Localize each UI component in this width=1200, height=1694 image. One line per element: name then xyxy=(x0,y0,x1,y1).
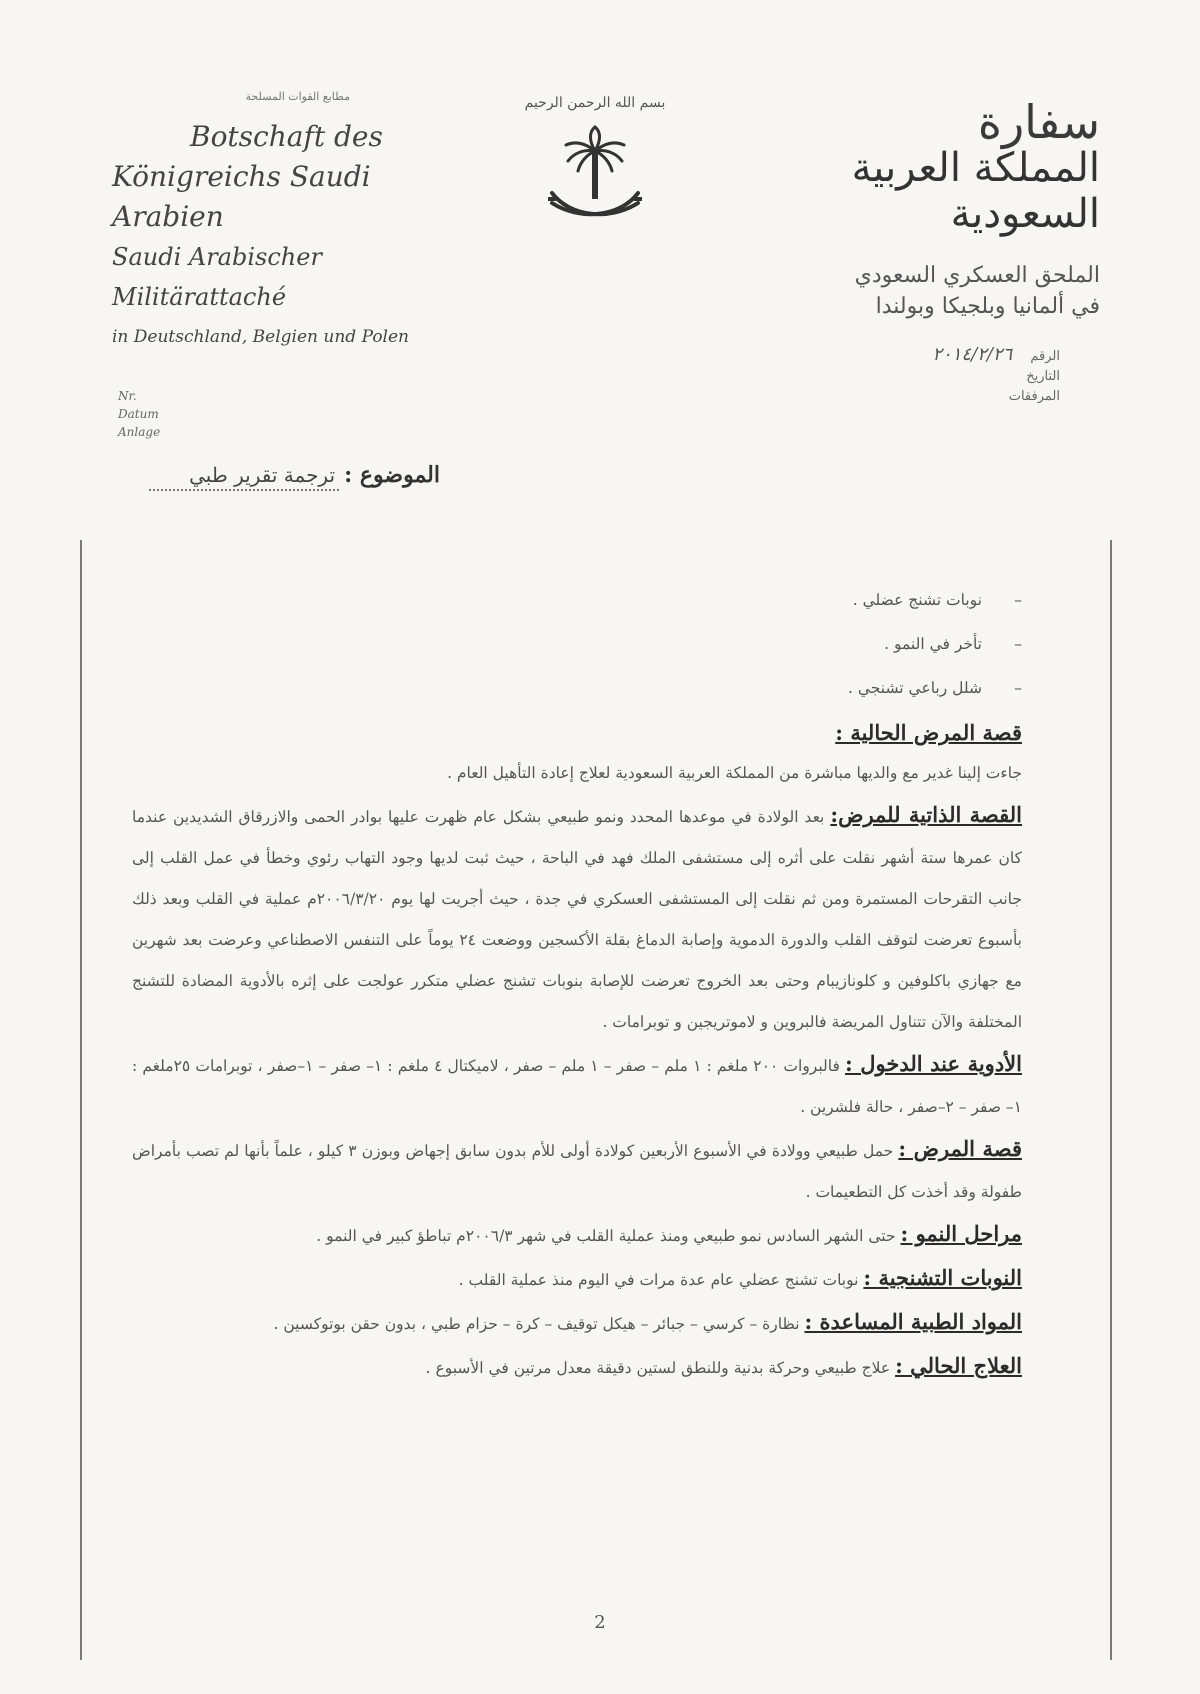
section-heading: مراحل النمو : xyxy=(900,1221,1022,1246)
attache-title: الملحق العسكري السعودي xyxy=(854,263,1100,288)
ref-attachments-label: المرفقات xyxy=(1008,389,1060,404)
printer-note: مطابع القوات المسلحة xyxy=(245,90,350,103)
section-seizures xyxy=(132,1257,1022,1301)
german-line-3: Saudi Arabischer Militärattaché xyxy=(112,243,322,311)
palm-swords-emblem-icon xyxy=(510,121,680,235)
section-current-story xyxy=(132,712,1022,794)
section-text: حمل طبيعي وولادة في الأسبوع الأربعين كولادة أولى للأم بدون سابق إجهاض وبوزن ٣ كيلو ، علماً بأنها لم تصب بأمراض طفولة وقد أخذت كل التطعيمات . xyxy=(132,1142,1022,1201)
german-line-4: in Deutschland, Belgien und Polen xyxy=(112,327,410,347)
left-label-date: Datum xyxy=(118,407,159,421)
section-text: فالبروات ٢٠٠ ملغم : ١ ملم – صفر – ١ ملم – صفر ، لاميكتال ٤ ملغم : ١– صفر – ١–صفر ، توبرامات ٢٥ملغم : ١– صفر – ٢–صفر ، حالة فلشرين . xyxy=(132,1057,1022,1116)
page-number: 2 xyxy=(594,1612,606,1633)
embassy-title: سفارة xyxy=(977,95,1100,149)
section-text: جاءت إلينا غدير مع والديها مباشرة من المملكة العربية السعودية لعلاج إعادة التأهيل العام . xyxy=(447,764,1022,782)
subject-label: الموضوع : xyxy=(344,462,440,488)
section-medications xyxy=(132,1043,1022,1128)
letterhead-german xyxy=(100,90,460,441)
ref-number-label: الرقم xyxy=(1030,349,1060,364)
german-line-1: Botschaft des xyxy=(190,120,383,153)
section-treatment xyxy=(132,1345,1022,1389)
letterhead-emblem xyxy=(510,95,680,235)
section-heading: الأدوية عند الدخول : xyxy=(845,1051,1022,1076)
ref-number-value: ٢٠١٤/٢/٢٦ xyxy=(932,344,1013,365)
ref-date-label: التاريخ xyxy=(1026,369,1060,384)
basmala: بسم الله الرحمن الرحيم xyxy=(524,95,666,111)
subject-value: ترجمة تقرير طبي xyxy=(149,463,339,491)
german-line-2: Königreichs Saudi Arabien xyxy=(112,160,371,233)
section-aids xyxy=(132,1301,1022,1345)
subject-line xyxy=(149,462,440,488)
section-text: نظارة – كرسي – جبائر – هيكل توقيف – كرة – حزام طبي ، بدون حقن بوتوكسين . xyxy=(273,1315,800,1333)
section-history xyxy=(132,794,1022,1043)
bullet-item: –تأخر في النمو . xyxy=(884,635,1022,653)
section-heading: قصة المرض الحالية : xyxy=(835,720,1022,745)
section-heading: المواد الطبية المساعدة : xyxy=(804,1309,1022,1334)
section-heading: النوبات التشنجية : xyxy=(863,1265,1022,1290)
section-text: علاج طبيعي وحركة بدنية وللنطق لستين دقيقة معدل مرتين في الأسبوع . xyxy=(425,1359,891,1377)
section-text: بعد الولادة في موعدها المحدد ونمو طبيعي بشكل عام ظهرت عليها بوادر الحمى والازرقاق الشديدين عندما كان عمرها ستة أشهر نقلت على أثره إلى مستشفى الملك فهد في الباحة ، حيث ثبت لديها وجود التهاب رئوي وخطأ في عمل القلب إلى جانب التقرحات المستمرة ومن ثم نقلت إلى المستشفى العسكري في جدة ، حيث أجريت لها يوم ٢٠٠٦/٣/٢٠م عملية في القلب وبعد ذلك بأسبوع تعرضت لتوقف القلب والدورة الدموية وإصابة الدماغ بقلة الأكسجين ووضعت ٢٤ يوماً على التنفس الاصطناعي وعرضت بعد شهرين مع جهازي باكلوفين و كلونازيبام وحتى بعد الخروج تعرضت للإصابة بنوبات تشنج عضلي متكرر عولجت على إثره بالأدوية المضادة للتشنج المختلفة والآن تتناول المريضة فالبروين و لاموتريجين و توبرامات . xyxy=(132,808,1022,1031)
left-label-attachment: Anlage xyxy=(118,425,161,439)
left-label-number: Nr. xyxy=(118,389,137,403)
attache-location: في ألمانيا وبلجيكا وبولندا xyxy=(875,294,1100,319)
section-growth xyxy=(132,1213,1022,1257)
bullet-item: –نوبات تشنج عضلي . xyxy=(852,591,1022,609)
kingdom-title: المملكة العربية السعودية xyxy=(851,145,1100,237)
section-heading: قصة المرض : xyxy=(898,1136,1022,1161)
section-text: حتى الشهر السادس نمو طبيعي ومنذ عملية القلب في شهر ٢٠٠٦/٣م تباطؤ كبير في النمو . xyxy=(316,1227,896,1245)
section-illness xyxy=(132,1128,1022,1213)
letterhead-arabic xyxy=(770,95,1100,319)
section-text: نوبات تشنج عضلي عام عدة مرات في اليوم منذ عملية القلب . xyxy=(458,1271,859,1289)
section-heading: العلاج الحالي : xyxy=(895,1353,1022,1378)
bullet-item: –شلل رباعي تشنجي . xyxy=(848,679,1022,697)
section-heading: القصة الذاتية للمرض: xyxy=(830,802,1023,827)
reference-block xyxy=(740,345,1060,407)
report-body xyxy=(132,580,1022,1389)
